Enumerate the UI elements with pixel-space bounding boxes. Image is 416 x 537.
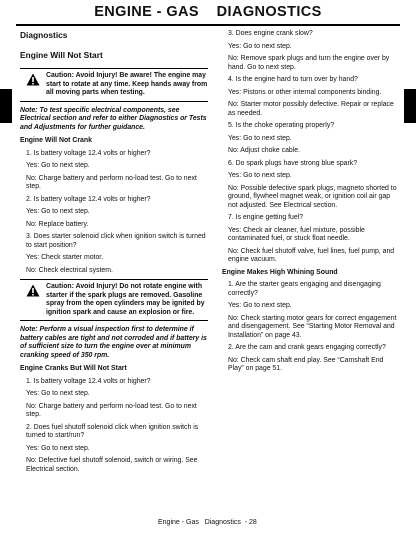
procedure-step: No: Check starting motor gears for correct engagement and disengagement. See “Starting Motor Removal and Installation” on page 43. xyxy=(228,314,397,339)
procedure-step: No: Charge battery and perform no-load test. Go to next step. xyxy=(26,174,197,190)
procedure-step: 1. Is battery voltage 12.4 volts or higher? xyxy=(26,149,151,157)
procedure-step: 6. Do spark plugs have strong blue spark? xyxy=(228,159,358,167)
procedure-step: Yes: Go to next step. xyxy=(228,302,292,309)
procedure-step: Yes: Go to next step. xyxy=(26,390,90,397)
page-title: ENGINE - GAS DIAGNOSTICS xyxy=(94,4,322,20)
procedure-step: No: Check electrical system. xyxy=(26,266,113,274)
caution-box xyxy=(20,68,208,102)
procedure-step: Yes: Check starter motor. xyxy=(26,254,104,261)
procedure-step: No: Charge battery and perform no-load test. Go to next step. xyxy=(26,402,197,418)
procedure-step: No: Check cam shaft end play. See “Camshaft End Play” on page 51. xyxy=(228,356,384,372)
procedure-step: 1. Are the starter gears engaging and disengaging correctly? xyxy=(228,281,381,297)
procedure-heading: Engine Makes High Whining Sound xyxy=(222,268,338,276)
left-column xyxy=(20,30,208,478)
procedure-step: Yes: Go to next step. xyxy=(228,42,292,50)
procedure-heading: Engine Will Not Crank xyxy=(20,137,92,144)
section-title: Diagnostics xyxy=(20,30,68,40)
procedure-step: No: Adjust choke cable. xyxy=(228,147,301,154)
procedure-step: 3. Does engine crank slow? xyxy=(228,30,313,37)
procedure-step: No: Remove spark plugs and turn the engine over by hand. Go to next step. xyxy=(228,55,390,71)
procedure-step: Yes: Go to next step. xyxy=(26,162,90,169)
page-header xyxy=(0,0,416,26)
procedure-step: No: Possible defective spark plugs, magneto shorted to ground, flywheel magnet weak, or ignition coil air gap not adjusted. See Electrical section. xyxy=(228,184,397,209)
procedure-step: Yes: Check air cleaner, fuel mixture, possible contaminated fuel, or stuck float needle. xyxy=(228,226,365,242)
procedure-step: 7. Is engine getting fuel? xyxy=(228,214,304,221)
side-tab-right xyxy=(404,89,416,123)
page-footer: Engine - Gas Diagnostics - 28 xyxy=(158,519,257,526)
note: Note: Perform a visual inspection first to determine if battery cables are tight and not corroded and if battery is of sufficient size to turn the engine over at minimum cranking speed of 350 rpm. xyxy=(20,326,207,359)
procedure-step: 2. Are the cam and crank gears engaging correctly? xyxy=(228,344,386,351)
header-rule xyxy=(16,24,400,26)
procedure-step: 2. Is battery voltage 12.4 volts or higher? xyxy=(26,195,151,203)
procedure-step: No: Check fuel shutoff valve, fuel lines, fuel pump, and engine vacuum. xyxy=(228,247,395,263)
caution-text: Caution: Avoid Injury! Be aware! The engine may start to rotate at any time. Keep hands away from all moving parts when testing. xyxy=(46,72,208,96)
caution-box xyxy=(20,279,208,321)
procedure-step: No: Replace battery. xyxy=(26,220,89,228)
procedure-step: Yes: Pistons or other internal components binding. xyxy=(228,88,382,96)
procedure-step: 5. Is the choke operating properly? xyxy=(228,122,335,129)
warning-triangle-icon xyxy=(26,73,40,86)
procedure-step: 2. Does fuel shutoff solenoid click when ignition switch is turned to start/run? xyxy=(26,423,199,439)
note: Note: To test specific electrical components, see Electrical section and refer to either Diagnostics or Tests and Adjustments for further guidance. xyxy=(20,106,207,131)
procedure-step: Yes: Go to next step. xyxy=(228,134,292,142)
procedure-step: No: Defective fuel shutoff solenoid, switch or wiring. See Electrical section. xyxy=(26,457,198,473)
procedure-step: 3. Does starter solenoid click when ignition switch is turned to start position? xyxy=(26,233,206,249)
warning-triangle-icon xyxy=(26,284,40,297)
procedure-step: 4. Is the engine hard to turn over by hand? xyxy=(228,76,358,83)
procedure-step: No: Starter motor possibly defective. Repair or replace as needed. xyxy=(228,101,394,117)
right-column xyxy=(222,30,400,378)
subsection-title: Engine Will Not Start xyxy=(20,50,103,60)
caution-text: Caution: Avoid Injury! Do not rotate engine with starter if the spark plugs are removed. Gasoline spray from the open cylinders may be ignited by ignition spark and cause an explosion or fire. xyxy=(46,283,205,316)
procedure-step: Yes: Go to next step. xyxy=(26,444,90,452)
side-tab-left xyxy=(0,89,12,123)
procedure-step: Yes: Go to next step. xyxy=(228,172,292,179)
procedure-step: Yes: Go to next step. xyxy=(26,208,90,215)
procedure-heading: Engine Cranks But Will Not Start xyxy=(20,365,127,372)
procedure-step: 1. Is battery voltage 12.4 volts or higher? xyxy=(26,377,151,385)
